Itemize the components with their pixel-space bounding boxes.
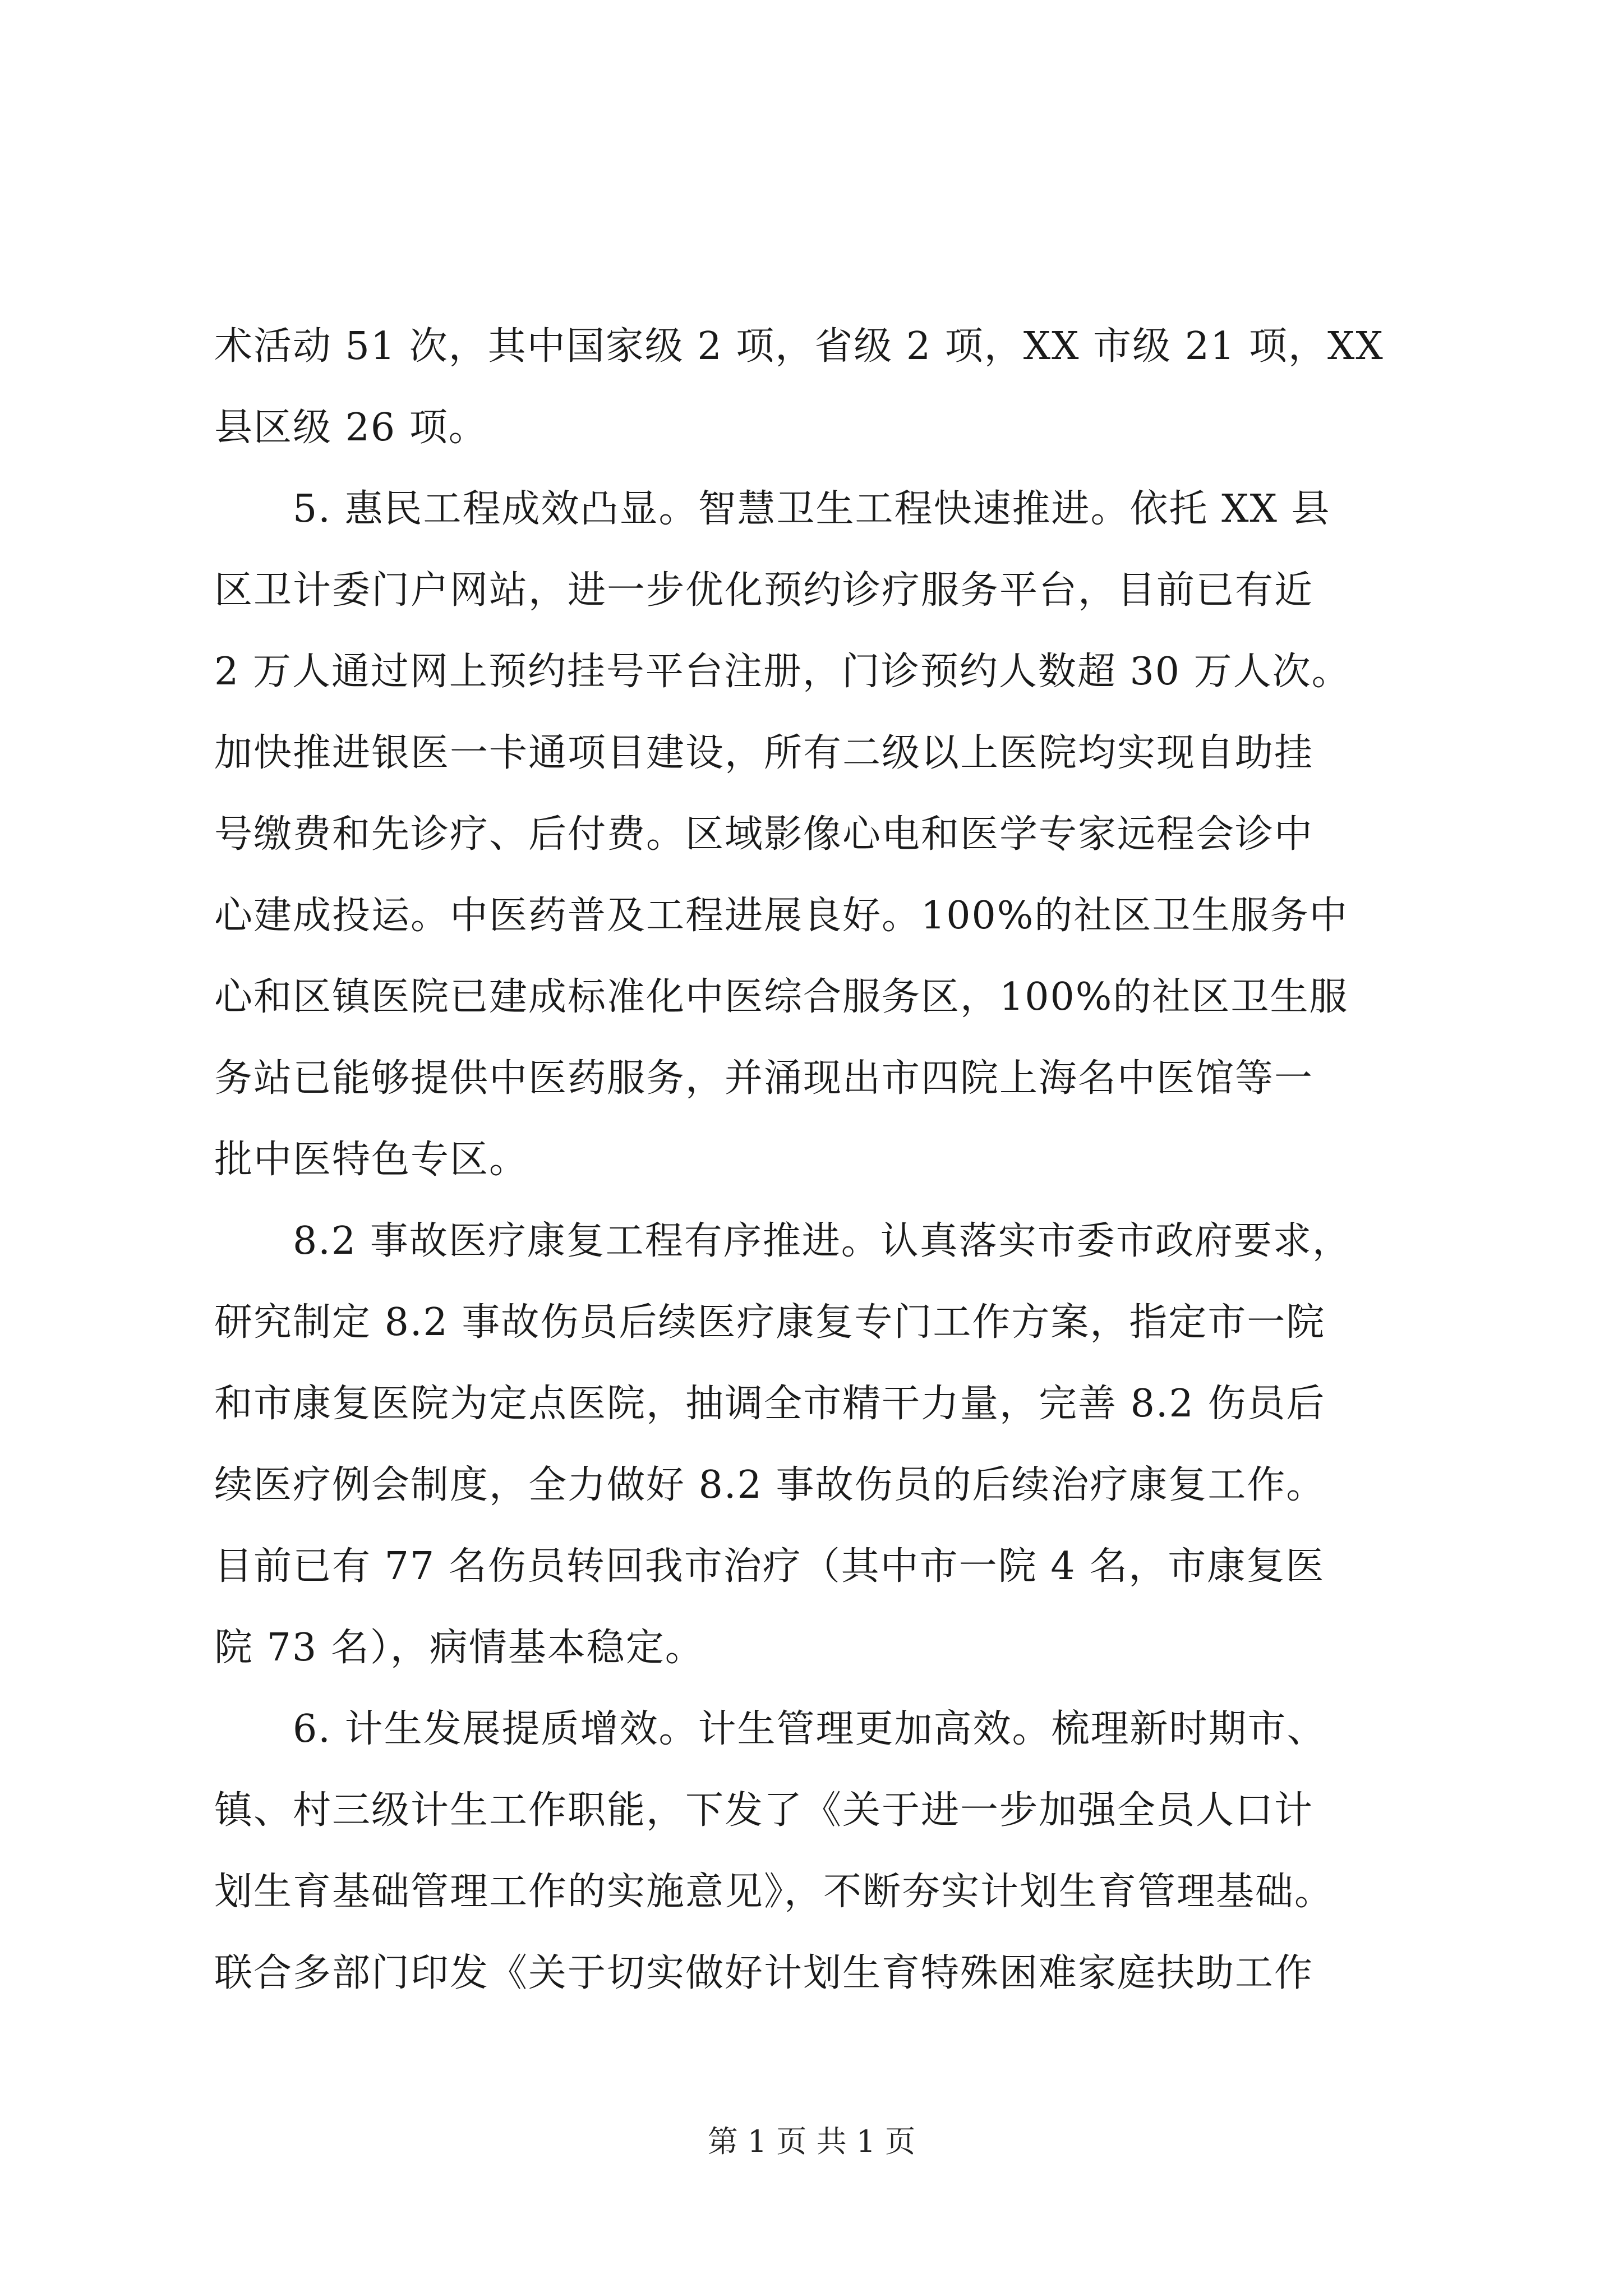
text-line: 院 73 名），病情基本稳定。 [214, 1626, 704, 1670]
text-line: 镇、村三级计生工作职能，下发了《关于进一步加强全员人口计 [214, 1788, 1314, 1833]
paragraph-start-line: 8.2 事故医疗康复工程有序推进。认真落实市委市政府要求， [293, 1219, 1352, 1263]
text-line: 目前已有 77 名伤员转回我市治疗（其中市一院 4 名，市康复医 [214, 1544, 1325, 1589]
text-line: 联合多部门印发《关于切实做好计划生育特殊困难家庭扶助工作 [214, 1951, 1314, 1995]
document-body [214, 306, 1431, 2014]
text-line: 县区级 26 项。 [214, 406, 488, 450]
text-line: 2 万人通过网上预约挂号平台注册，门诊预约人数超 30 万人次。 [214, 650, 1351, 694]
paragraph-start-line: 5. 惠民工程成效凸显。智慧卫生工程快速推进。依托 XX 县 [293, 487, 1331, 531]
page-footer [0, 2119, 1623, 2164]
text-line: 号缴费和先诊疗、后付费。区域影像心电和医学专家远程会诊中 [214, 812, 1314, 857]
text-line: 心和区镇医院已建成标准化中医综合服务区，100%的社区卫生服 [214, 975, 1349, 1019]
text-line: 研究制定 8.2 事故伤员后续医疗康复专门工作方案，指定市一院 [214, 1300, 1326, 1345]
text-line: 务站已能够提供中医药服务，并涌现出市四院上海名中医馆等一 [214, 1056, 1314, 1101]
text-line: 批中医特色专区。 [214, 1138, 529, 1182]
paragraph-start-line: 6. 计生发展提质增效。计生管理更加高效。梳理新时期市、 [293, 1707, 1326, 1751]
text-line: 术活动 51 次，其中国家级 2 项，省级 2 项，XX 市级 21 项，XX [214, 324, 1384, 369]
text-line: 心建成投运。中医药普及工程进展良好。100%的社区卫生服务中 [214, 894, 1349, 938]
text-line: 区卫计委门户网站，进一步优化预约诊疗服务平台，目前已有近 [214, 568, 1314, 613]
text-line: 划生育基础管理工作的实施意见》，不断夯实计划生育管理基础。 [214, 1870, 1334, 1914]
page-number-label: 第 1 页 共 1 页 [707, 2124, 916, 2159]
text-line: 加快推进银医一卡通项目建设，所有二级以上医院均实现自助挂 [214, 731, 1314, 775]
text-line: 和市康复医院为定点医院，抽调全市精干力量，完善 8.2 伤员后 [214, 1382, 1326, 1426]
text-line: 续医疗例会制度，全力做好 8.2 事故伤员的后续治疗康复工作。 [214, 1463, 1326, 1507]
